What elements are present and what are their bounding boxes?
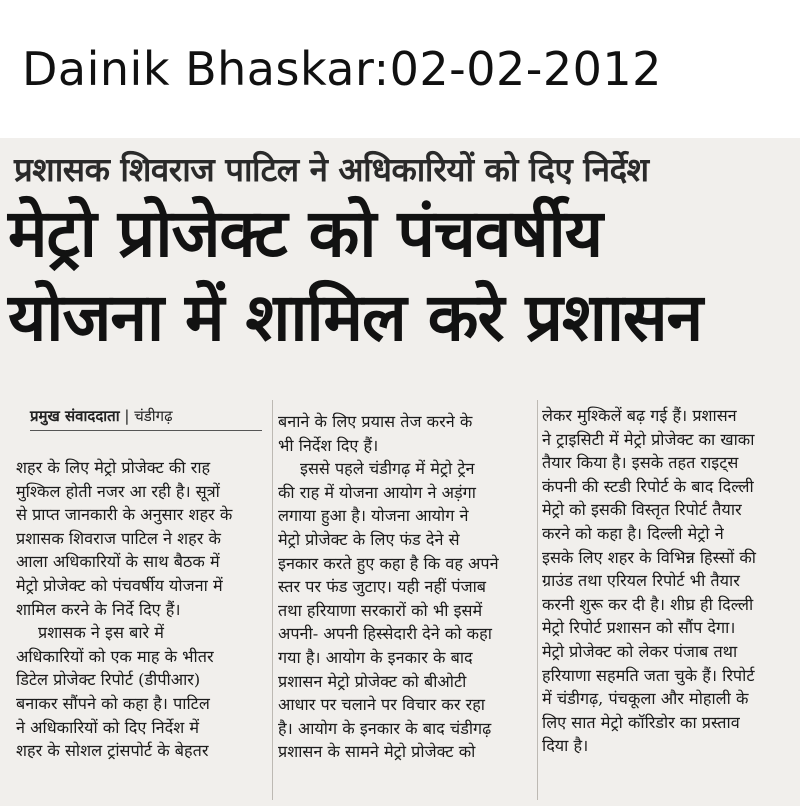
body-line: ने अधिकारियों को दिए निर्देश में	[16, 717, 200, 737]
body-line: आला अधिकारियों के साथ बैठक में	[16, 552, 220, 572]
body-line: शहर के सोशल ट्रांसपोर्ट के बेहतर	[16, 741, 209, 761]
masthead-title: Dainik Bhaskar:02-02-2012	[22, 42, 662, 96]
body-line: प्रशासक ने इस बारे में	[38, 623, 164, 643]
body-line: भी निर्देश दिए हैं।	[278, 435, 379, 455]
body-line: तैयार किया है। इसके तहत राइट्स	[542, 453, 739, 473]
byline-city: चंडीगढ़	[134, 407, 173, 425]
article-column-3	[542, 404, 798, 758]
headline-line-1: मेट्रो प्रोजेक्ट को पंचवर्षीय	[8, 195, 603, 272]
body-line: लिए सात मेट्रो कॉरिडोर का प्रस्ताव	[542, 712, 740, 732]
body-line: डिटेल प्रोजेक्ट रिपोर्ट (डीपीआर)	[16, 670, 201, 690]
body-line: दिया है।	[542, 736, 589, 756]
body-line: लगाया हुआ है। योजना आयोग ने	[278, 506, 469, 526]
body-line: इसके लिए शहर के विभिन्न हिस्सों की	[542, 547, 756, 567]
body-line: बनाकर सौंपने को कहा है। पाटिल	[16, 693, 210, 713]
body-line: तथा हरियाणा सरकारों को भी इसमें	[278, 600, 483, 620]
headline-line-2: योजना में शामिल करे प्रशासन	[8, 279, 703, 356]
body-line: शहर के लिए मेट्रो प्रोजेक्ट की राह	[16, 458, 211, 477]
article-column-2	[278, 410, 534, 764]
body-line: मेट्रो रिपोर्ट प्रशासन को सौंप देगा।	[542, 618, 736, 638]
byline-separator: |	[124, 407, 130, 425]
body-line: प्रशासन मेट्रो प्रोजेक्ट को बीओटी	[278, 671, 467, 691]
newspaper-clipping	[0, 138, 800, 806]
body-line: इससे पहले चंडीगढ़ में मेट्रो ट्रेन	[300, 459, 475, 479]
body-line: की राह में योजना आयोग ने अड़ंगा	[278, 482, 476, 502]
body-line: मेट्रो प्रोजेक्ट के लिए फंड देने से	[278, 529, 460, 549]
body-line: मुश्किल होती नजर आ रही है। सूत्रों	[16, 481, 220, 501]
body-line: में चंडीगढ़, पंचकूला और मोहाली के	[542, 689, 749, 709]
body-line: अधिकारियों को एक माह के भीतर	[16, 646, 214, 666]
byline-author: प्रमुख संवाददाता	[30, 407, 120, 425]
body-line: ने ट्राइसिटी में मेट्रो प्रोजेक्ट का खाका	[542, 429, 755, 449]
body-line: है। आयोग के इनकार के बाद चंडीगढ़	[278, 718, 492, 738]
body-line: स्तर पर फंड जुटाए। यही नहीं पंजाब	[278, 577, 487, 597]
body-line: हरियाणा सहमति जता चुके हैं। रिपोर्ट	[542, 665, 755, 685]
body-line: इनकार करते हुए कहा है कि वह अपने	[278, 553, 499, 573]
body-line: करनी शुरू कर दी है। शीघ्र ही दिल्ली	[542, 594, 754, 614]
body-line: प्रशासन के सामने मेट्रो प्रोजेक्ट को	[278, 742, 476, 762]
column-divider	[537, 400, 538, 800]
body-line: प्रशासक शिवराज पाटिल ने शहर के	[16, 528, 221, 548]
body-line: से प्राप्त जानकारी के अनुसार शहर के	[16, 505, 233, 525]
article-byline	[30, 406, 262, 431]
body-line: लेकर मुश्किलें बढ़ गई हैं। प्रशासन	[542, 406, 737, 425]
body-line: कंपनी की स्टडी रिपोर्ट के बाद दिल्ली	[542, 476, 754, 496]
masthead	[0, 0, 800, 138]
column-divider	[272, 400, 273, 800]
body-line: बनाने के लिए प्रयास तेज करने के	[278, 412, 473, 431]
body-line: करने को कहा है। दिल्ली मेट्रो ने	[542, 523, 724, 543]
body-line: अपनी- अपनी हिस्सेदारी देने को कहा	[278, 624, 492, 644]
body-line: गया है। आयोग के इनकार के बाद	[278, 647, 473, 667]
body-line: आधार पर चलाने पर विचार कर रहा	[278, 695, 485, 715]
body-line: शामिल करने के निर्दे दिए हैं।	[16, 599, 181, 619]
article-kicker: प्रशासक शिवराज पाटिल ने अधिकारियों को दिए निर्देश	[14, 150, 649, 189]
body-line: ग्राउंड तथा एरियल रिपोर्ट भी तैयार	[542, 571, 740, 591]
article-headline	[8, 192, 798, 360]
body-line: मेट्रो को इसकी विस्तृत रिपोर्ट तैयार	[542, 500, 742, 520]
body-line: मेट्रो प्रोजेक्ट को लेकर पंजाब तथा	[542, 641, 738, 661]
body-line: मेट्रो प्रोजेक्ट को पंचवर्षीय योजना में	[16, 575, 223, 595]
article-column-1	[16, 456, 268, 763]
